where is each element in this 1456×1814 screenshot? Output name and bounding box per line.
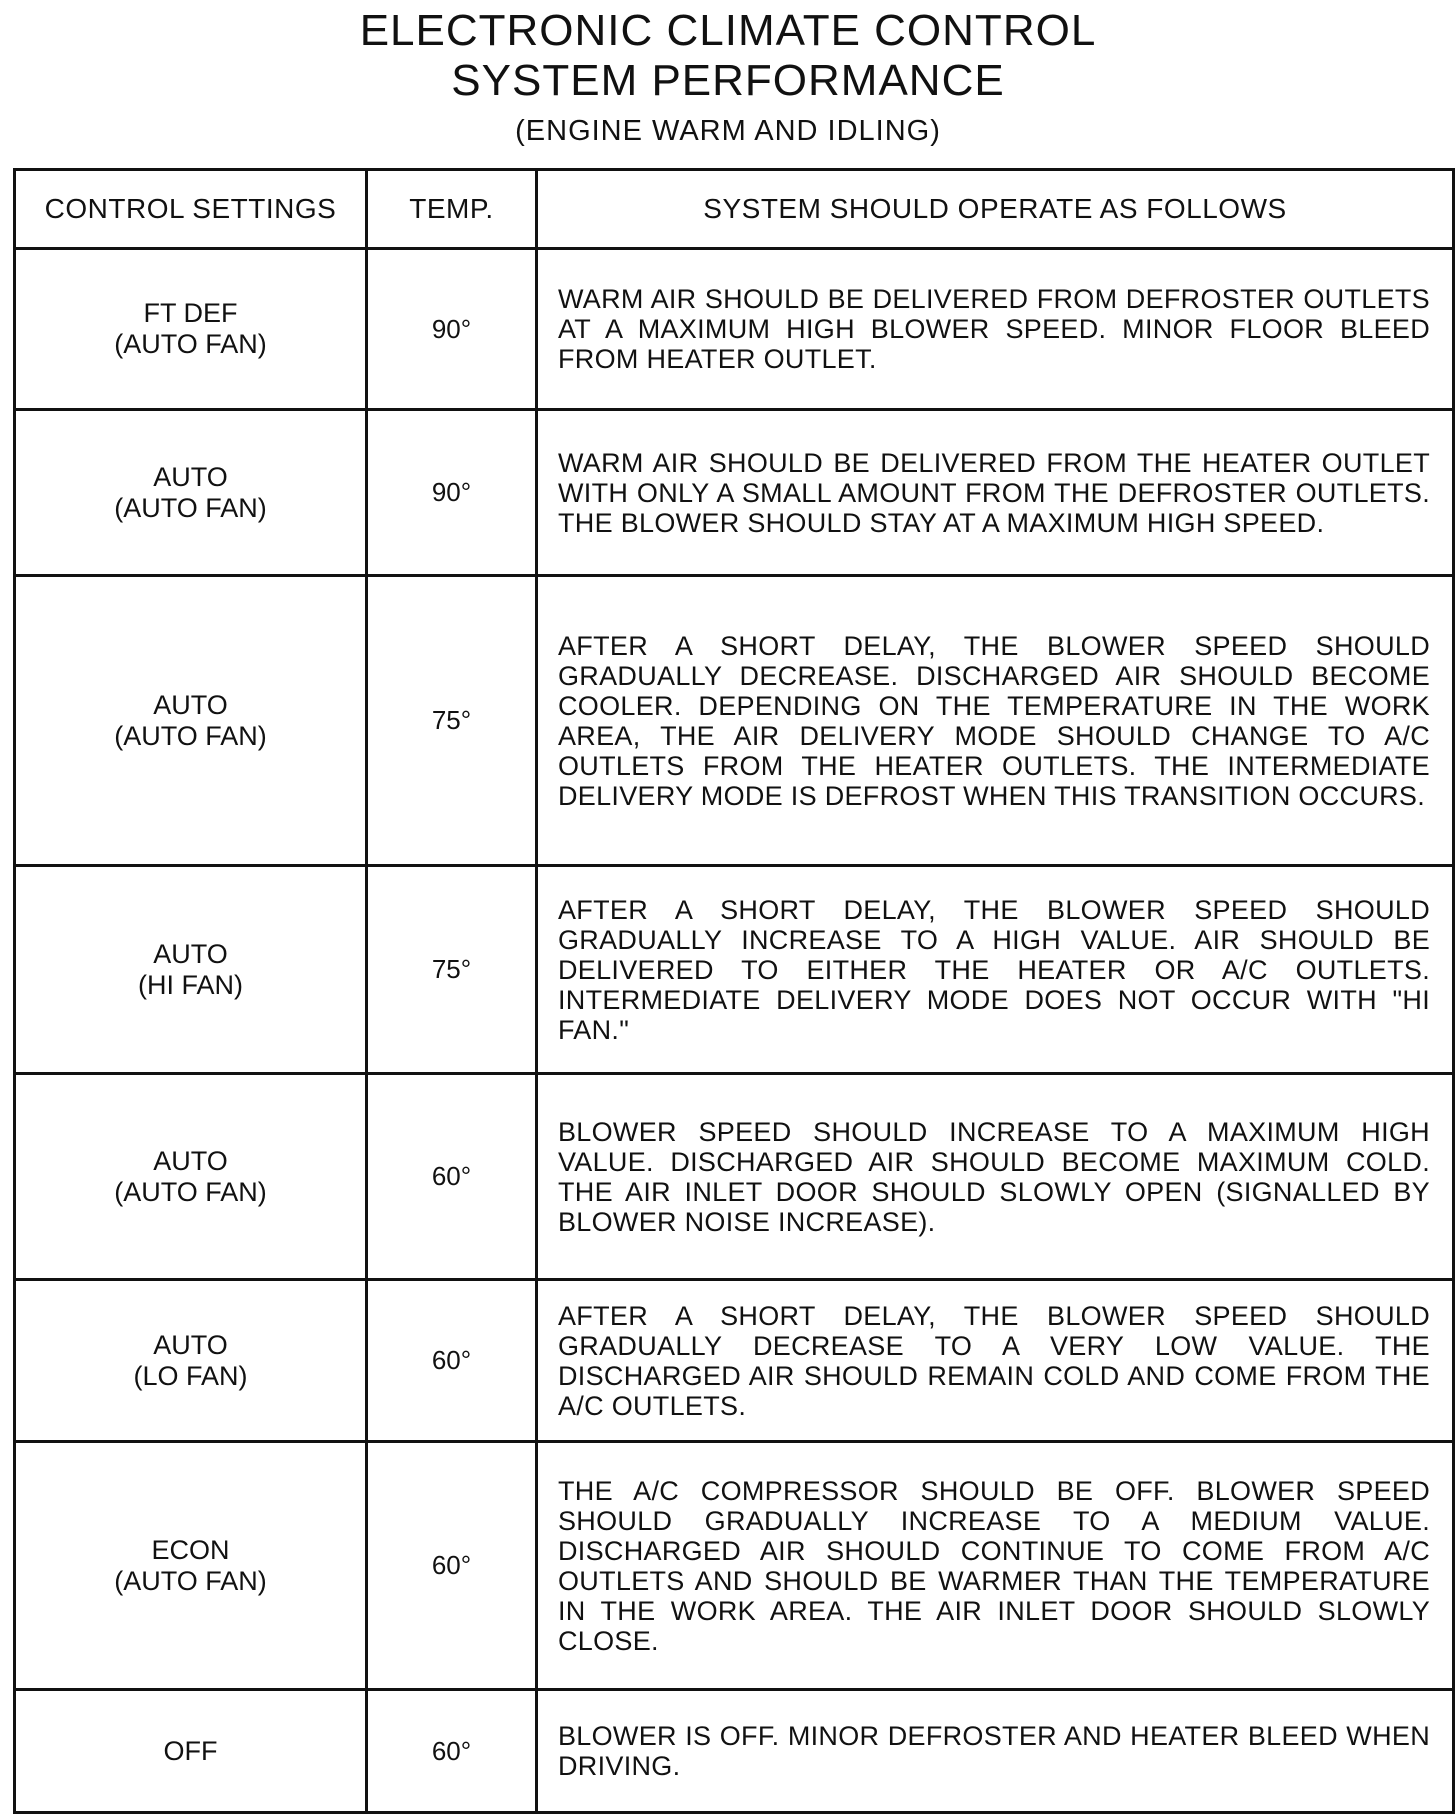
- control-mode: ECON: [151, 1534, 230, 1565]
- table-row: [15, 410, 1454, 576]
- table-row: [15, 1690, 1454, 1813]
- control-mode: FT DEF: [143, 298, 238, 328]
- control-setting-cell: [15, 249, 367, 410]
- title-block: [0, 0, 1456, 148]
- table-row: [15, 249, 1454, 410]
- fan-setting: (AUTO FAN): [114, 720, 267, 751]
- control-setting-cell: [15, 1280, 367, 1442]
- operation-description: WARM AIR SHOULD BE DELIVERED FROM DEFROSTER OUTLETS AT A MAXIMUM HIGH BLOWER SPEED. MINOR FLOOR BLEED FROM HEATER OUTLET.: [537, 249, 1454, 410]
- control-setting-cell: [15, 866, 367, 1074]
- operation-description: BLOWER IS OFF. MINOR DEFROSTER AND HEATER BLEED WHEN DRIVING.: [537, 1690, 1454, 1813]
- control-mode: AUTO: [153, 689, 228, 720]
- control-mode: OFF: [163, 1735, 218, 1766]
- operation-description: THE A/C COMPRESSOR SHOULD BE OFF. BLOWER SPEED SHOULD GRADUALLY INCREASE TO A MEDIUM VALUE. DISCHARGED AIR SHOULD CONTINUE TO COME FROM A/C OUTLETS AND SHOULD BE WARMER THAN THE TEMPERATURE IN THE WORK AREA. THE AIR INLET DOOR SHOULD SLOWLY CLOSE.: [537, 1442, 1454, 1690]
- temp-cell: 60°: [367, 1690, 537, 1813]
- operation-description: AFTER A SHORT DELAY, THE BLOWER SPEED SHOULD GRADUALLY DECREASE TO A VERY LOW VALUE. THE DISCHARGED AIR SHOULD REMAIN COLD AND COME FROM THE A/C OUTLETS.: [537, 1280, 1454, 1442]
- document-title-line-2: SYSTEM PERFORMANCE: [451, 56, 1005, 105]
- control-mode: AUTO: [153, 1329, 228, 1360]
- control-mode: AUTO: [153, 1145, 228, 1176]
- fan-setting: (AUTO FAN): [114, 1176, 267, 1207]
- document-subtitle: (ENGINE WARM AND IDLING): [515, 115, 941, 147]
- fan-setting: (AUTO FAN): [114, 1565, 267, 1596]
- control-setting-cell: [15, 576, 367, 866]
- fan-setting: (HI FAN): [138, 969, 243, 1000]
- control-setting-cell: [15, 410, 367, 576]
- table-row: [15, 1442, 1454, 1690]
- header-control-settings: CONTROL SETTINGS: [15, 170, 367, 249]
- table-row: [15, 576, 1454, 866]
- table-row: [15, 1074, 1454, 1280]
- control-setting-cell: [15, 1442, 367, 1690]
- control-setting-cell: [15, 1074, 367, 1280]
- temp-cell: 75°: [367, 576, 537, 866]
- control-setting-cell: [15, 1690, 367, 1813]
- control-mode: AUTO: [153, 938, 228, 969]
- temp-cell: 75°: [367, 866, 537, 1074]
- operation-description: AFTER A SHORT DELAY, THE BLOWER SPEED SHOULD GRADUALLY DECREASE. DISCHARGED AIR SHOULD BECOME COOLER. DEPENDING ON THE TEMPERATURE IN THE WORK AREA, THE AIR DELIVERY MODE SHOULD CHANGE TO A/C OUTLETS FROM THE HEATER OUTLETS. THE INTERMEDIATE DELIVERY MODE IS DEFROST WHEN THIS TRANSITION OCCURS.: [537, 576, 1454, 866]
- temp-cell: 60°: [367, 1280, 537, 1442]
- table-header-row: [15, 170, 1454, 249]
- performance-table: [13, 168, 1455, 1814]
- table-row: [15, 866, 1454, 1074]
- fan-setting: (AUTO FAN): [114, 329, 267, 359]
- operation-description: BLOWER SPEED SHOULD INCREASE TO A MAXIMUM HIGH VALUE. DISCHARGED AIR SHOULD BECOME MAXIMUM COLD. THE AIR INLET DOOR SHOULD SLOWLY OPEN (SIGNALLED BY BLOWER NOISE INCREASE).: [537, 1074, 1454, 1280]
- temp-cell: 90°: [367, 249, 537, 410]
- document-title-line-1: ELECTRONIC CLIMATE CONTROL: [359, 6, 1097, 55]
- control-mode: AUTO: [153, 461, 228, 492]
- temp-cell: 90°: [367, 410, 537, 576]
- header-temp: TEMP.: [367, 170, 537, 249]
- header-operation: SYSTEM SHOULD OPERATE AS FOLLOWS: [537, 170, 1454, 249]
- fan-setting: (LO FAN): [133, 1360, 248, 1391]
- operation-description: AFTER A SHORT DELAY, THE BLOWER SPEED SHOULD GRADUALLY INCREASE TO A HIGH VALUE. AIR SHOULD BE DELIVERED TO EITHER THE HEATER OR A/C OUTLETS. INTERMEDIATE DELIVERY MODE DOES NOT OCCUR WITH "HI FAN.": [537, 866, 1454, 1074]
- fan-setting: (AUTO FAN): [114, 492, 267, 523]
- temp-cell: 60°: [367, 1074, 537, 1280]
- table-row: [15, 1280, 1454, 1442]
- temp-cell: 60°: [367, 1442, 537, 1690]
- operation-description: WARM AIR SHOULD BE DELIVERED FROM THE HEATER OUTLET WITH ONLY A SMALL AMOUNT FROM THE DEFROSTER OUTLETS. THE BLOWER SHOULD STAY AT A MAXIMUM HIGH SPEED.: [537, 410, 1454, 576]
